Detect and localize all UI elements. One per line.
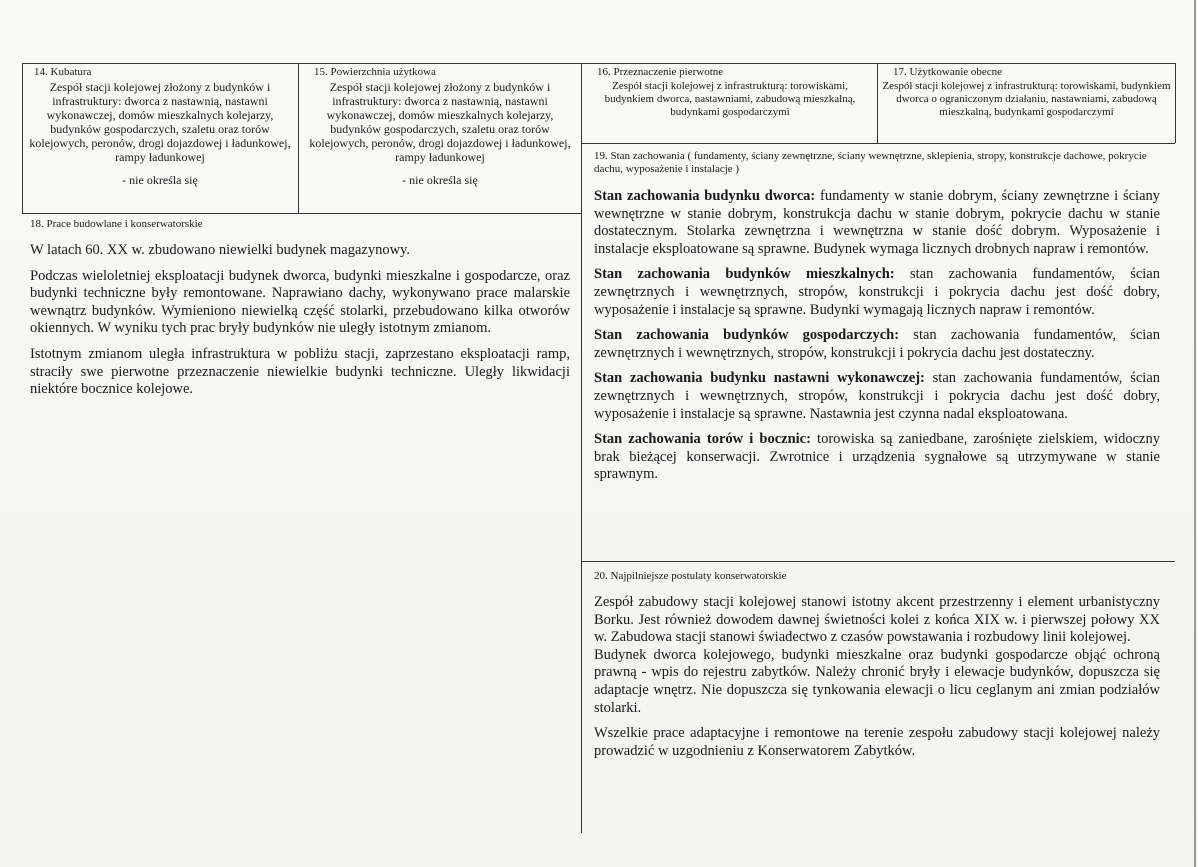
field-15-label: 15. Powierzchnia użytkowa (314, 66, 436, 78)
rule-left (22, 63, 23, 213)
field-16-label: 16. Przeznaczenie pierwotne (597, 66, 724, 78)
field-20-paragraph: Zespół zabudowy stacji kolejowej stanowi istotny akcent przestrzenny i element urbanistyczny Borku. Jest również dowodem dawnej świetności kolei z końca XIX w. i pierwszej połowy XX w. Zabudowa stacji stanowi świadectwo z czasów powstawania i rozbudowy linii kolejowej. (594, 594, 1160, 646)
field-18-label: 18. Prace budowlane i konserwatorskie (30, 218, 203, 230)
rule-16-17 (877, 63, 878, 143)
field-20-label: 20. Najpilniejsze postulaty konserwatorskie (594, 570, 787, 582)
condition-entry (594, 370, 1160, 423)
condition-text: stan zachowania fundamentów, ścian zewnętrznych i wewnętrznych, stropów, konstrukcji i pokrycia dachu jest dość dobry, wyposażenie i instalacje są sprawne. Nastawnia jest czynna nadal eksploatowana. (594, 370, 1160, 422)
field-14-kubatura (26, 66, 294, 212)
condition-heading: Stan zachowania budynków gospodarczych: (594, 327, 900, 344)
field-17-text: Zespół stacji kolejowej z infrastrukturą: torowiskami, budynkiem dworca o ograniczonym działaniu, nastawniami, zabudową mieszkalną, budynkami gospodarczymi (882, 80, 1171, 118)
field-15-powierzchnia (302, 66, 578, 212)
field-16-text: Zespół stacji kolejowej z infrastrukturą: torowiskami, budynkiem dworca, nastawniami, zabudową mieszkalną, budynkami gospodarczymi (604, 80, 856, 118)
field-20-paragraph: Wszelkie prace adaptacyjne i remontowe na terenie zespołu zabudowy stacji kolejowej należy prowadzić w uzgodnieniu z Konserwatorem Zabytków. (594, 725, 1160, 759)
field-14-text: Zespół stacji kolejowej złożony z budynków i infrastruktury: dworca z nastawnią, nastawni wykonawczej, domów mieszkalnych kolejarzy, budynków gospodarczych, szaletu oraz torów kolejowych, peronów, drogi dojazdowej i ładunkowej, rampy ładunkowej (29, 80, 291, 164)
rule-top (22, 63, 1175, 64)
field-18-paragraph: W latach 60. XX w. zbudowano niewielki budynek magazynowy. (30, 242, 410, 258)
condition-text: stan zachowania fundamentów, ścian zewnętrznych i wewnętrznych, stropów, konstrukcji i pokrycia dachu jest dostateczny. (594, 327, 1160, 361)
rule-right (1175, 63, 1176, 143)
condition-entry (594, 327, 1160, 362)
field-14-note: - nie określa się (122, 173, 198, 187)
rule-middle (581, 63, 582, 833)
field-15-note: - nie określa się (402, 173, 478, 187)
field-20-postulaty (594, 570, 1160, 830)
condition-heading: Stan zachowania torów i bocznic: (594, 431, 811, 448)
rule-16-19 (581, 143, 1175, 144)
field-18-prace (30, 218, 570, 818)
field-17-uzytkowanie (881, 66, 1172, 141)
condition-heading: Stan zachowania budynku dworca: (594, 188, 816, 204)
condition-text: stan zachowania fundamentów, ścian zewnętrznych i wewnętrznych, stropów, konstrukcji i pokrycia dachu jest dość dobry, wyposażenie i instalacje są sprawne. Budynki wymagają licznych napraw i remontów. (594, 266, 1160, 318)
field-15-text: Zespół stacji kolejowej złożony z budynków i infrastruktury: dworca z nastawnią, nastawni wykonawczej, domów mieszkalnych kolejarzy, budynków gospodarczych, szaletu oraz torów kolejowych, peronów, drogi dojazdowej i ładunkowej, rampy ładunkowej (309, 80, 571, 164)
condition-entry (594, 266, 1160, 319)
field-19-label: 19. Stan zachowania ( fundamenty, ściany zewnętrzne, ściany wewnętrzne, sklepienia, stropy, konstrukcje dachowe, pokrycie dachu, wyposażenie i instalacje ) (594, 150, 1147, 175)
condition-entry (594, 431, 1160, 484)
field-20-paragraph: Budynek dworca kolejowego, budynki mieszkalne oraz budynki gospodarcze objąć ochroną prawną - wpis do rejestru zabytków. Należy chronić bryły i elewacje budynków, dopuszcza się adaptacje wnętrz. Nie dopuszcza się tynkowania elewacji o licu ceglanym ani zmian podziałów stolarki. (594, 646, 1160, 716)
rule-14-15 (298, 63, 299, 213)
condition-entry (594, 188, 1160, 258)
field-14-label: 14. Kubatura (34, 66, 92, 78)
condition-heading: Stan zachowania budynków mieszkalnych: (594, 266, 895, 283)
rule-19-20 (581, 561, 1175, 562)
field-18-paragraph: Istotnym zmianom uległa infrastruktura w pobliżu stacji, zaprzestano eksploatacji ramp, straciły swe pierwotne przeznaczenie niewielkie budynki techniczne. Uległy likwidacji niektóre bocznice kolejowe. (30, 345, 570, 398)
condition-text: fundamenty w stanie dobrym, ściany zewnętrzne i ściany wewnętrzne w stanie dobrym, konstrukcja dachu w stanie dobrym, pokrycie dachu w stanie dostatecznym. Stolarka zewnętrzna i wewnętrzna w stanie dość dobrym. Wyposażenie i instalacje eksploatowane są sprawne. Budynek wymaga licznych drobnych napraw i remontów. (594, 188, 1160, 257)
field-19-stan-zachowania (594, 150, 1160, 558)
rule-14-18 (22, 213, 581, 214)
condition-heading: Stan zachowania budynku nastawni wykonawczej: (594, 370, 925, 387)
condition-text: torowiska są zaniedbane, zarośnięte zielskiem, widoczny brak bieżącej konserwacji. Zwrotnice i urządzenia sygnałowe są utrzymywane w stanie sprawnym. (594, 431, 1160, 483)
scan-edge (1194, 0, 1196, 867)
field-17-label: 17. Użytkowanie obecne (893, 66, 1003, 78)
field-18-paragraph: Podczas wieloletniej eksploatacji budynek dworca, budynki mieszkalne i gospodarcze, oraz budynki techniczne były remontowane. Naprawiano dachy, wykonywano prace malarskie wewnątrz budynków. Wymieniono niewielką część stolarki, przebudowano kilka otworów okiennych. W wyniku tych prac bryły budynków nie uległy istotnym zmianom. (30, 267, 570, 337)
field-16-przeznaczenie (586, 66, 874, 142)
